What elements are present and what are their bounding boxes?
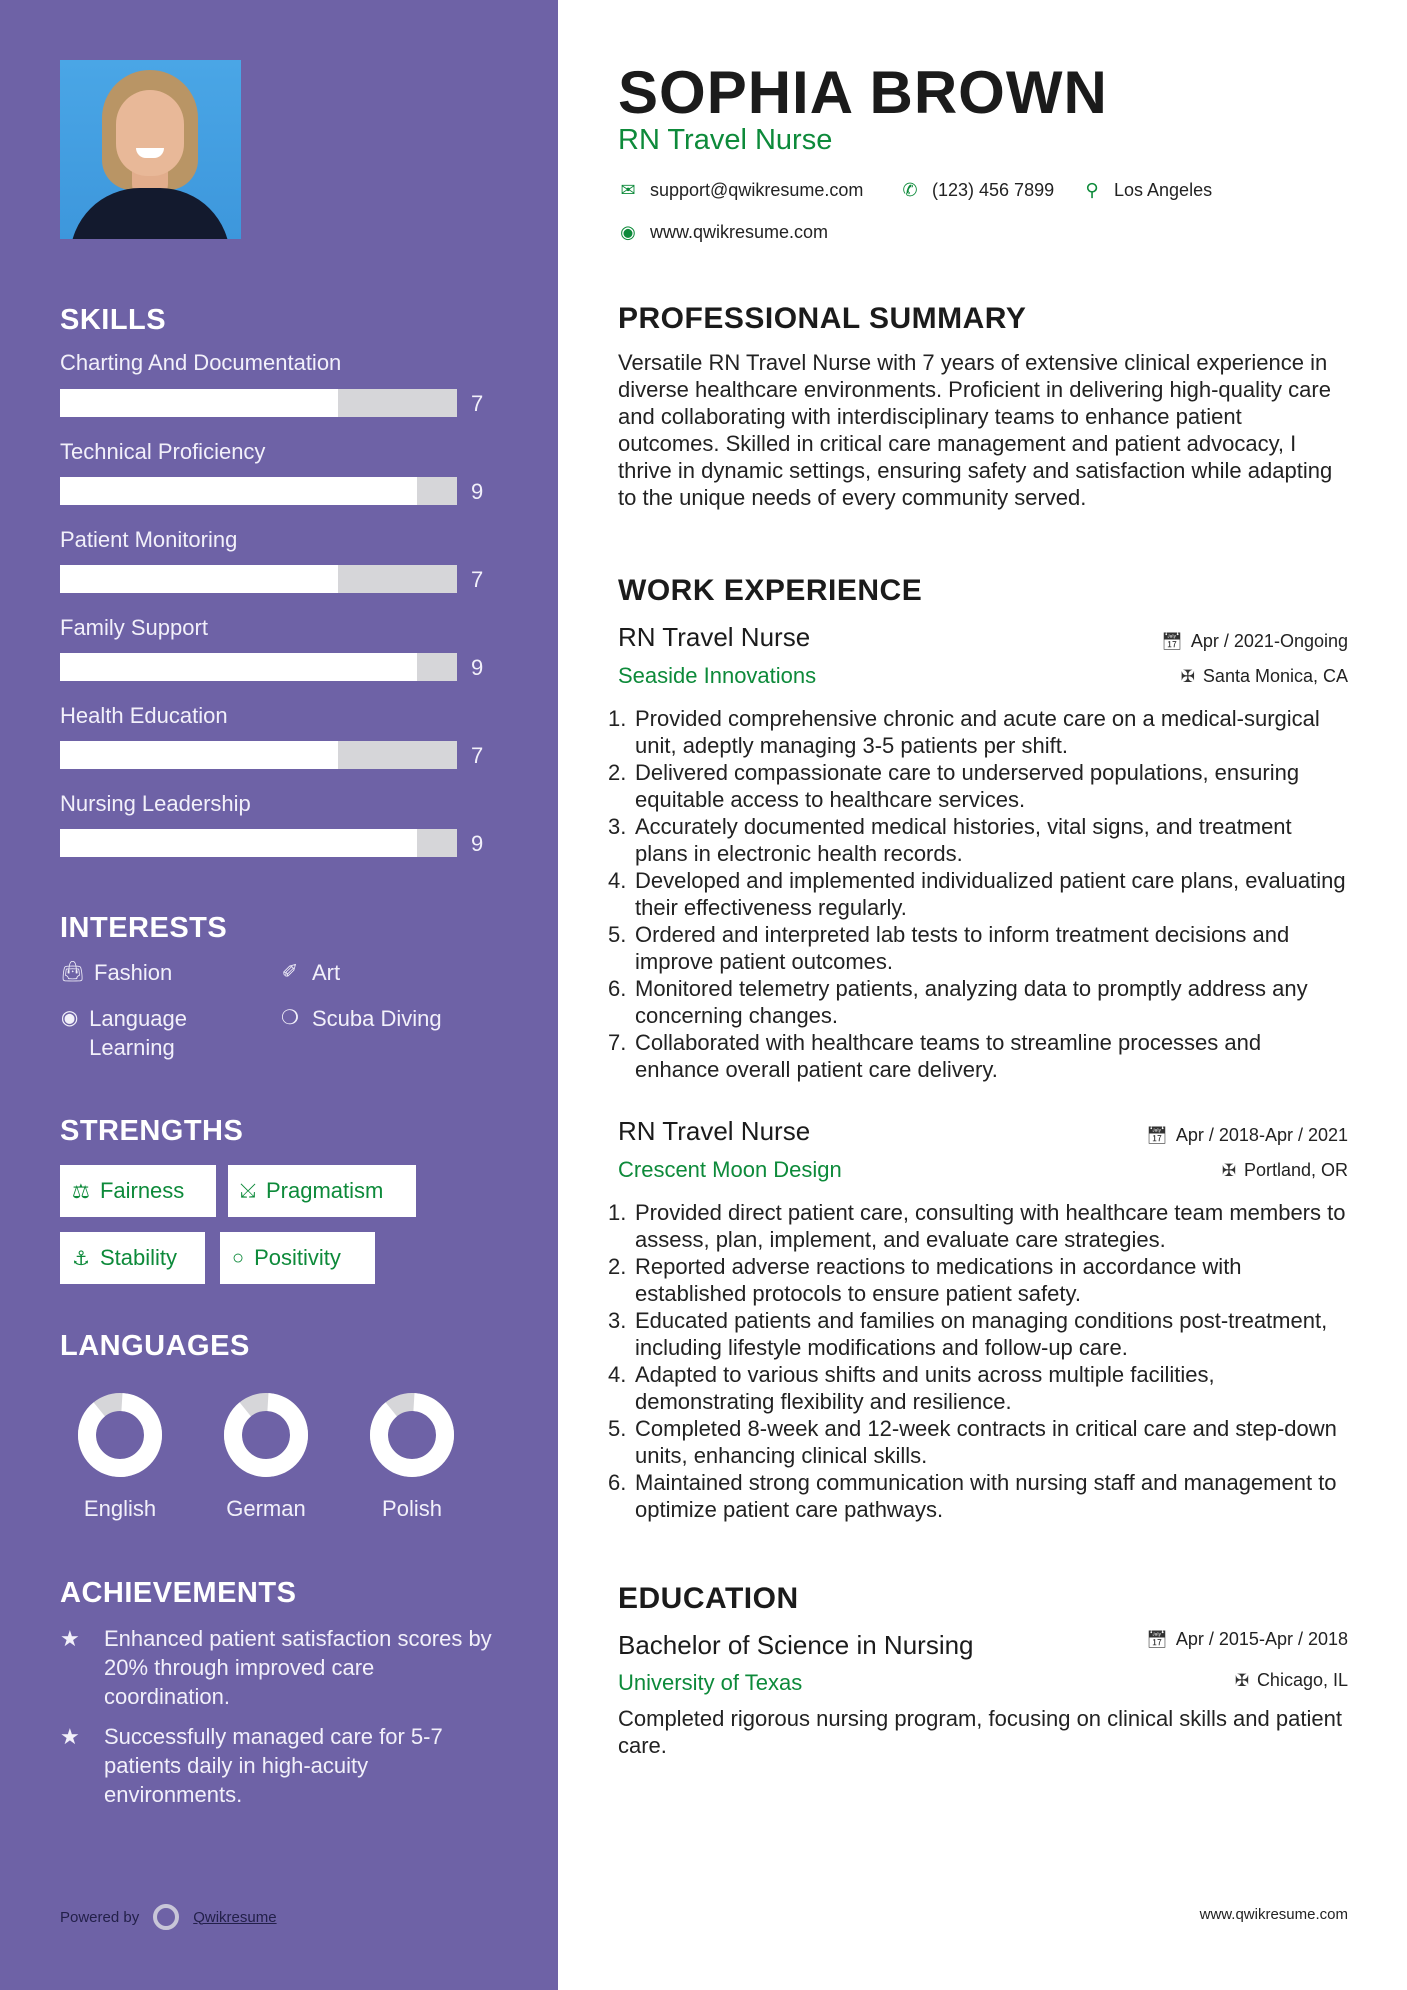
- summary-text: Versatile RN Travel Nurse with 7 years of extensive clinical experience in diverse healthcare environments. Proficient in delivering high-quality care and collaborating with interdisciplinary teams to enhance patient outcomes. Skilled in critical care management and patient advocacy, I thrive in dynamic settings, ensuring safety and satisfaction while adapting to the unique needs of every community served.: [618, 350, 1333, 510]
- strength-chip: ⤩ Pragmatism: [228, 1165, 416, 1217]
- strength-chip: ⚖ Fairness: [60, 1165, 216, 1217]
- list-item: 1. Provided direct patient care, consulting with healthcare team members to assess, plan, implement, and evaluate care strategies.: [608, 1200, 1346, 1252]
- profile-photo: [60, 60, 241, 239]
- qwikresume-logo-icon: [153, 1904, 179, 1930]
- education-location: ✠ Chicago, IL: [1234, 1670, 1348, 1690]
- job-location: ✠ Santa Monica, CA: [1180, 666, 1348, 686]
- life-ring-icon: ❍: [281, 1007, 299, 1029]
- list-item: 3. Educated patients and families on managing conditions post-treatment, including lifestyle modifications and follow-up care.: [608, 1308, 1328, 1360]
- skill-bar: [60, 829, 457, 857]
- skill-level: 9: [471, 831, 484, 856]
- envelope-icon: ✉: [620, 180, 636, 200]
- job-location: ✠ Portland, OR: [1221, 1160, 1348, 1180]
- skill-bar: [60, 653, 457, 681]
- contact-email: ✉ support@qwikresume.com: [618, 180, 863, 201]
- interest-item: ✐ Art: [278, 958, 340, 987]
- pin-icon: ✠: [1221, 1160, 1236, 1180]
- skill-bar: [60, 741, 457, 769]
- skill-name: Charting And Documentation: [60, 350, 342, 375]
- language-item: [352, 1392, 472, 1522]
- job-title: RN Travel Nurse: [618, 622, 811, 652]
- job-title: RN Travel Nurse: [618, 1116, 811, 1146]
- achievement-item: ★ Successfully managed care for 5-7 patients daily in high-acuity environments.: [60, 1724, 443, 1807]
- globe-icon: ◉: [620, 222, 636, 242]
- summary-heading: PROFESSIONAL SUMMARY: [618, 302, 1027, 335]
- calendar-icon: 📅︎: [1161, 631, 1183, 651]
- achievements-heading: ACHIEVEMENTS: [60, 1577, 297, 1609]
- list-item: 6. Monitored telemetry patients, analyzing data to promptly address any concerning changes.: [608, 976, 1308, 1028]
- brand-link[interactable]: Qwikresume: [193, 1908, 277, 1926]
- school-name: University of Texas: [618, 1670, 803, 1695]
- language-item: [206, 1392, 326, 1522]
- calendar-icon: 📅︎: [1146, 1125, 1168, 1145]
- language-name: English: [83, 1496, 157, 1521]
- list-item: 4. Developed and implemented individualized patient care plans, evaluating their effectiveness regularly.: [608, 868, 1346, 920]
- anchor-icon: ⚓: [72, 1247, 90, 1270]
- skill-bar: [60, 477, 457, 505]
- job-dates: 📅︎ Apr / 2018-Apr / 2021: [1146, 1125, 1348, 1145]
- language-ring: [77, 1392, 163, 1478]
- experience-heading: WORK EXPERIENCE: [618, 574, 923, 607]
- strength-chip: ⚓ Stability: [60, 1232, 205, 1284]
- interest-item: 👜︎ Fashion: [60, 960, 173, 985]
- skill-level: 7: [471, 743, 484, 768]
- paint-brush-icon: ✐: [281, 961, 299, 983]
- shopping-bag-icon: 👜︎: [60, 961, 86, 983]
- star-icon: ★: [60, 1626, 80, 1651]
- map-marker-icon: ⚲: [1085, 180, 1099, 200]
- list-item: 5. Ordered and interpreted lab tests to inform treatment decisions and improve patient outcomes.: [608, 922, 1290, 974]
- contact-location: ⚲ Los Angeles: [1082, 180, 1212, 201]
- achievement-item: ★ Enhanced patient satisfaction scores by 20% through improved care coordination.: [60, 1626, 492, 1709]
- skill-name: Technical Proficiency: [60, 439, 266, 464]
- skill-bar: [60, 389, 457, 417]
- interest-item: ◉ Language Learning: [60, 1006, 187, 1060]
- phone-icon: ✆: [902, 180, 918, 200]
- gavel-icon: ⤩: [240, 1179, 256, 1202]
- contact-phone: ✆ (123) 456 7899: [900, 180, 1054, 201]
- skill-bar: [60, 565, 457, 593]
- job-company: Crescent Moon Design: [618, 1157, 842, 1182]
- strengths-heading: STRENGTHS: [60, 1115, 244, 1147]
- interests-heading: INTERESTS: [60, 912, 228, 944]
- strength-chip: ○ Positivity: [220, 1232, 375, 1284]
- skill-level: 9: [471, 655, 484, 680]
- interest-item: ❍ Scuba Diving: [278, 1004, 442, 1033]
- job-company: Seaside Innovations: [618, 663, 817, 688]
- list-item: 5. Completed 8-week and 12-week contracts in critical care and step-down units, enhancing clinical skills.: [608, 1416, 1337, 1468]
- languages-heading: LANGUAGES: [60, 1330, 250, 1362]
- job-dates: 📅︎ Apr / 2021-Ongoing: [1161, 631, 1348, 651]
- star-icon: ★: [60, 1724, 80, 1749]
- language-ring: [223, 1392, 309, 1478]
- skills-heading: SKILLS: [60, 304, 167, 336]
- education-dates: 📅︎ Apr / 2015-Apr / 2018: [1146, 1629, 1348, 1649]
- sidebar: [0, 0, 558, 1990]
- job-duties: [608, 705, 1348, 1083]
- list-item: 6. Maintained strong communication with nursing staff and management to optimize patient care pathways.: [608, 1470, 1337, 1522]
- language-ring: [369, 1392, 455, 1478]
- list-item: 4. Adapted to various shifts and units across multiple facilities, demonstrating flexibility and resilience.: [608, 1362, 1215, 1414]
- skill-name: Family Support: [60, 615, 208, 640]
- list-item: 3. Accurately documented medical histories, vital signs, and treatment plans in electronic health records.: [608, 814, 1292, 866]
- footer-url[interactable]: www.qwikresume.com: [1199, 1906, 1348, 1923]
- list-item: 7. Collaborated with healthcare teams to streamline processes and enhance overall patient care delivery.: [608, 1030, 1262, 1082]
- contact-website: ◉ www.qwikresume.com: [618, 222, 828, 243]
- globe-icon: ◉: [60, 1007, 79, 1029]
- candidate-name: SOPHIA BROWN: [618, 59, 1108, 126]
- skill-level: 7: [471, 391, 484, 416]
- pin-icon: ✠: [1180, 666, 1195, 686]
- balance-scale-icon: ⚖: [72, 1180, 90, 1203]
- powered-by: Powered by Qwikresume: [60, 1904, 277, 1930]
- list-item: 2. Delivered compassionate care to underserved populations, ensuring equitable access to healthcare services.: [608, 760, 1300, 812]
- pin-icon: ✠: [1234, 1670, 1249, 1690]
- skill-name: Health Education: [60, 703, 228, 728]
- list-item: 2. Reported adverse reactions to medications in accordance with established protocols to ensure patient safety.: [608, 1254, 1242, 1306]
- skill-name: Nursing Leadership: [60, 791, 251, 816]
- education-description: Completed rigorous nursing program, focusing on clinical skills and patient care.: [618, 1706, 1342, 1758]
- skill-name: Patient Monitoring: [60, 527, 238, 552]
- skill-level: 9: [471, 479, 484, 504]
- education-heading: EDUCATION: [618, 1582, 799, 1615]
- calendar-icon: 📅︎: [1146, 1629, 1168, 1649]
- candidate-title: RN Travel Nurse: [618, 124, 833, 156]
- job-duties: [608, 1199, 1348, 1523]
- language-name: German: [226, 1496, 306, 1521]
- circle-notch-icon: ○: [232, 1246, 245, 1269]
- language-item: [60, 1392, 180, 1522]
- language-name: Polish: [382, 1496, 442, 1521]
- skill-level: 7: [471, 567, 484, 592]
- list-item: 1. Provided comprehensive chronic and acute care on a medical-surgical unit, adeptly managing 3-5 patients per shift.: [608, 706, 1320, 758]
- degree-title: Bachelor of Science in Nursing: [618, 1630, 974, 1660]
